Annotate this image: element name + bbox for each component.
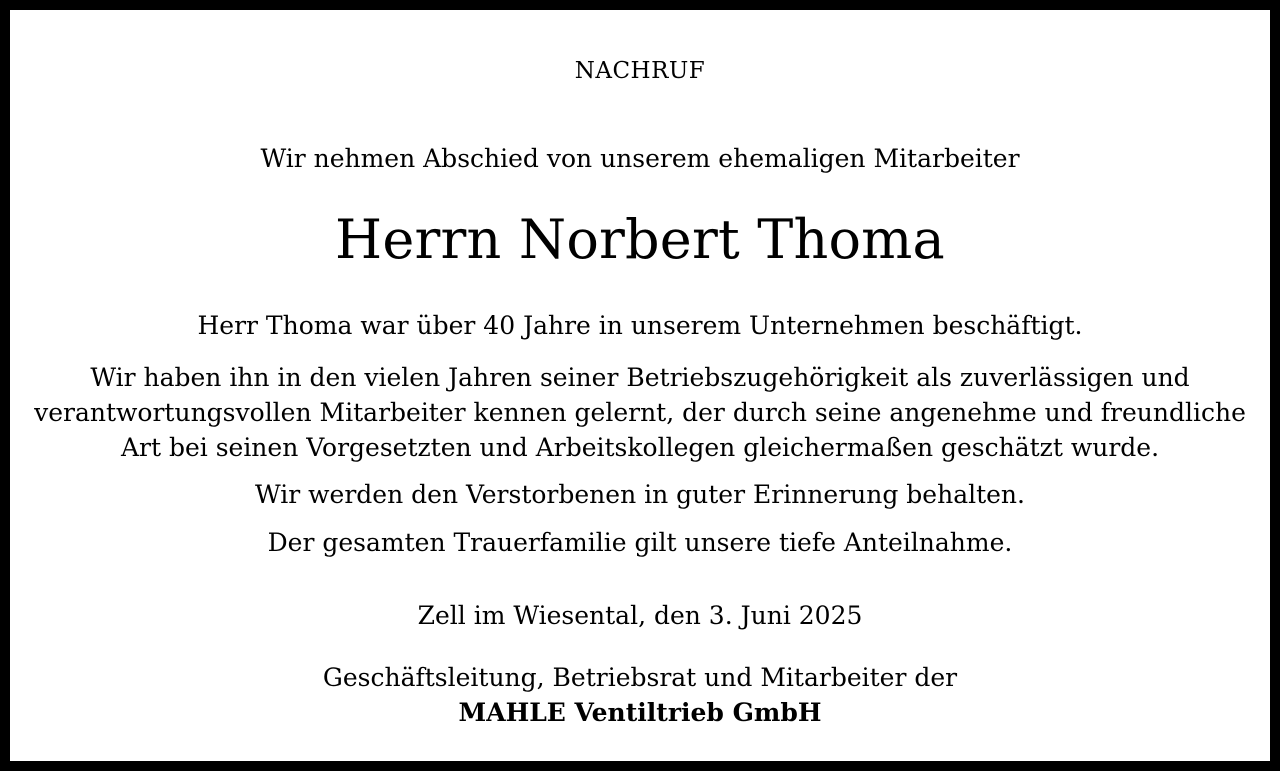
signature-company: MAHLE Ventiltrieb GmbH	[458, 698, 822, 727]
employment-paragraph: Herr Thoma war über 40 Jahre in unserem Unternehmen beschäftigt.	[197, 311, 1083, 340]
intro-text: Wir nehmen Abschied von unserem ehemaligen Mitarbeiter	[260, 144, 1020, 173]
notice-heading: NACHRUF	[574, 58, 706, 84]
deceased-name: Herrn Norbert Thoma	[335, 208, 945, 271]
tribute-line: Art bei seinen Vorgesetzten und Arbeitskollegen gleichermaßen geschätzt wurde.	[120, 433, 1160, 462]
place-and-date: Zell im Wiesental, den 3. Juni 2025	[417, 601, 863, 630]
remembrance-paragraph: Wir werden den Verstorbenen in guter Erinnerung behalten.	[255, 480, 1025, 509]
tribute-paragraph	[10, 360, 1270, 465]
tribute-line: Wir haben ihn in den vielen Jahren seiner Betriebszugehörigkeit als zuverlässigen und	[90, 363, 1190, 392]
signature-line: Geschäftsleitung, Betriebsrat und Mitarbeiter der	[322, 663, 958, 692]
condolence-paragraph: Der gesamten Trauerfamilie gilt unsere tiefe Anteilnahme.	[267, 528, 1013, 557]
tribute-line: verantwortungsvollen Mitarbeiter kennen gelernt, der durch seine angenehme und freundliche	[34, 398, 1246, 427]
